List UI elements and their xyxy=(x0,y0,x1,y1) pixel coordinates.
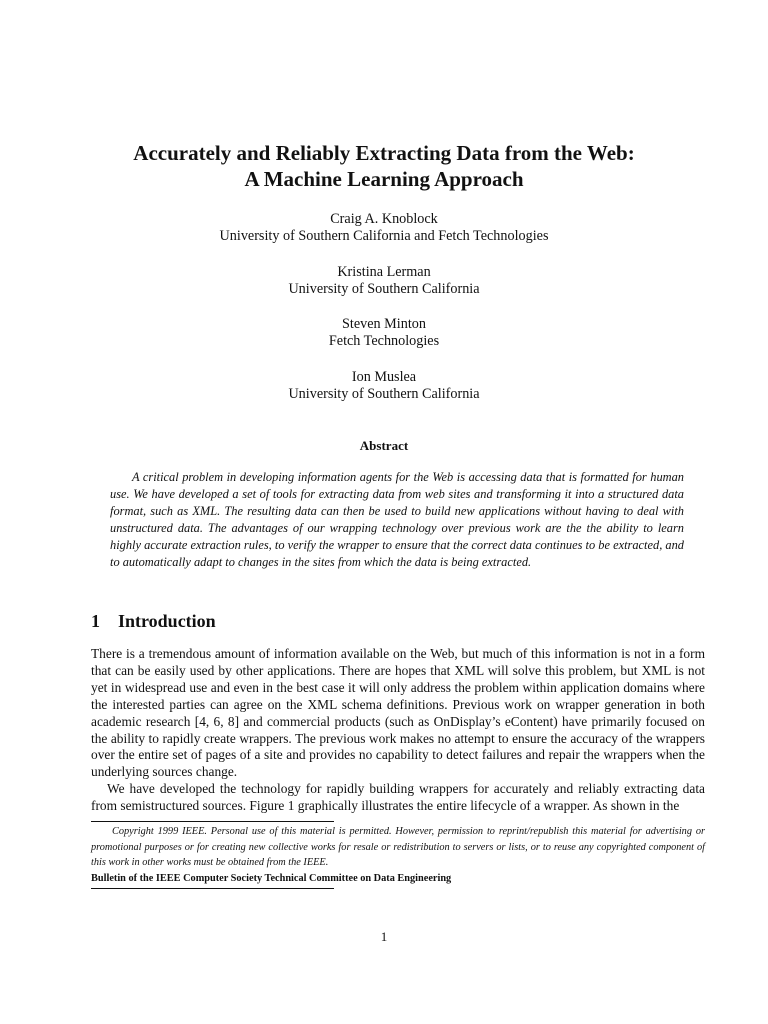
paragraph: We have developed the technology for rapidly building wrappers for accurately and reliably extracting data from semistructured sources. Figure 1 graphically illustrates the entire lifecycle of a wrapper. As shown in the xyxy=(91,781,705,814)
section-body xyxy=(91,646,705,815)
section-heading xyxy=(91,611,216,632)
section-title: Introduction xyxy=(118,611,216,631)
author-name: Kristina Lerman xyxy=(337,264,431,280)
author-affiliation: University of Southern California and Fetch Technologies xyxy=(219,228,549,244)
abstract-body xyxy=(110,469,684,571)
author-block xyxy=(0,264,768,298)
author-affiliation: University of Southern California xyxy=(288,281,480,297)
footnote-rule xyxy=(91,821,334,822)
title-line-1: Accurately and Reliably Extracting Data from the Web: xyxy=(133,141,635,165)
author-block xyxy=(0,369,768,403)
author-name: Ion Muslea xyxy=(351,369,417,385)
author-affiliation: University of Southern California xyxy=(288,386,480,402)
footnote-bottom-rule xyxy=(91,888,334,889)
author-block xyxy=(0,316,768,350)
title-line-2: A Machine Learning Approach xyxy=(244,167,524,191)
abstract-text: A critical problem in developing information agents for the Web is accessing data that is formatted for human use. We have developed a set of tools for extracting data from web sites and transforming it into a structured data format, such as XML. The resulting data can then be used to build new applications without having to deal with unstructured data. The advantages of our wrapping technology over previous work are the the ability to learn highly accurate extraction rules, to verify the wrapper to ensure that the correct data continues to be extracted, and to automatically adapt to changes in the sites from which the data is being extracted. xyxy=(110,470,684,569)
paragraph: There is a tremendous amount of information available on the Web, but much of this information is not in a form that can be easily used by other applications. There are hopes that XML will solve this problem, but XML is not yet in widespread use and even in the best case it will only address the problem within application domains where the interested parties can agree on the XML schema definitions. Previous work on wrapper generation in both academic research [4, 6, 8] and commercial products (such as OnDisplay’s eContent) have primarily focused on the ability to rapidly create wrappers. The previous work makes no attempt to ensure the accuracy of the wrappers over the entire set of pages of a site and provides no capability to detect failures and repair the wrappers when the underlying sources change. xyxy=(91,646,705,780)
section-number: 1 xyxy=(91,611,100,631)
footnote xyxy=(91,824,705,886)
author-block xyxy=(0,211,768,245)
copyright-notice: Copyright 1999 IEEE. Personal use of this material is permitted. However, permission to reprint/republish this material for advertising or promotional purposes or for creating new collective works for resale or redistribution to servers or lists, or to reuse any copyrighted component of this work in other works must be obtained from the IEEE. xyxy=(91,826,705,868)
paper-title xyxy=(0,140,768,192)
author-name: Steven Minton xyxy=(342,316,426,332)
page-number: 1 xyxy=(380,929,388,944)
author-affiliation: Fetch Technologies xyxy=(328,333,440,349)
author-name: Craig A. Knoblock xyxy=(330,211,438,227)
bulletin-line: Bulletin of the IEEE Computer Society Technical Committee on Data Engineering xyxy=(91,872,452,884)
abstract-heading: Abstract xyxy=(359,438,409,453)
